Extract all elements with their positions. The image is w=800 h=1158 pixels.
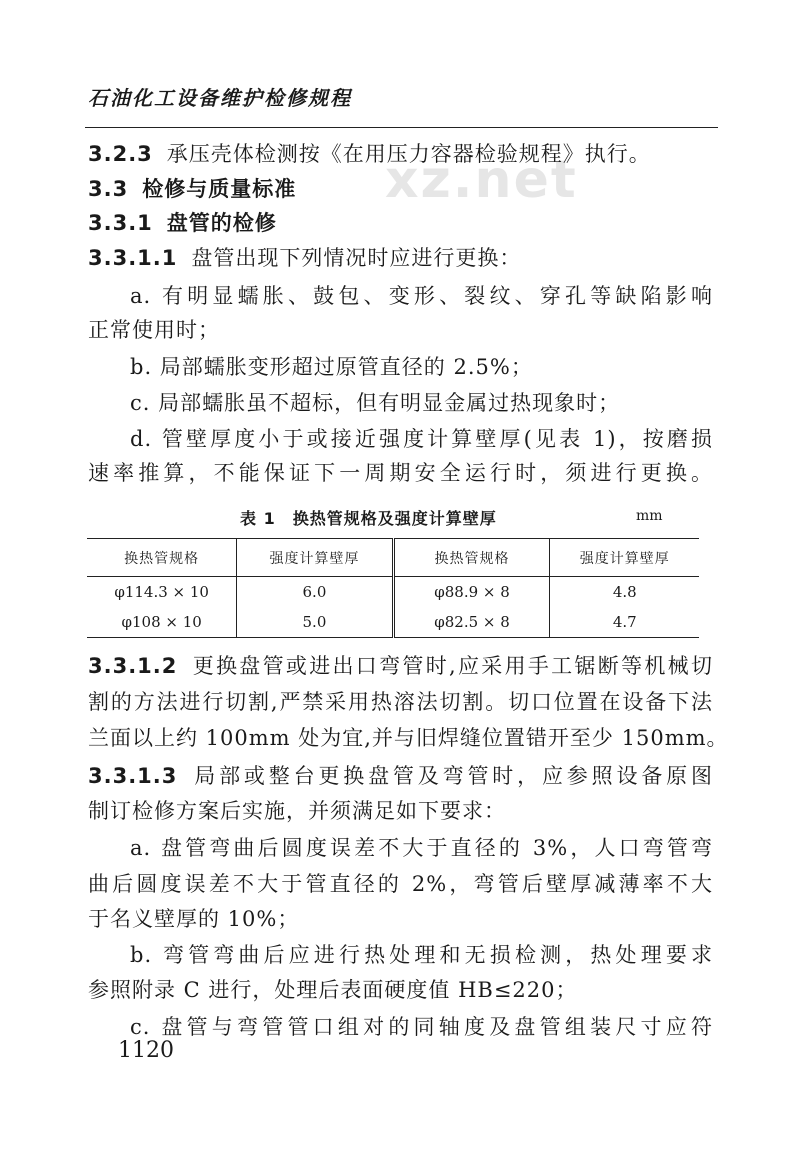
requirement-c-line1: c. 盘管与弯管管口组对的同轴度及盘管组装尺寸应符 xyxy=(130,1015,713,1039)
column-header: 换热管规格 xyxy=(87,539,237,577)
table-cell: 4.7 xyxy=(612,613,637,631)
section-3-3-1-2-line2: 割的方法进行切割,严禁采用热溶法切割。切口位置在设备下法 xyxy=(88,690,713,714)
list-item-a-line1: a. 有明显蠕胀、鼓包、变形、裂纹、穿孔等缺陷影响 xyxy=(130,284,713,308)
section-text: 承压壳体检测按《在用压力容器检验规程》执行。 xyxy=(166,142,651,166)
section-text: 局部或整台更换盘管及弯管时，应参照设备原图 xyxy=(191,764,713,788)
table-header-row xyxy=(87,539,699,577)
page-number: 1120 xyxy=(118,1038,174,1063)
section-number: 3.3 xyxy=(88,177,129,201)
section-heading: 盘管的检修 xyxy=(166,210,277,235)
section-number: 3.3.1.2 xyxy=(88,654,178,678)
section-3-3-1-2-line3: 兰面以上约 100mm 处为宜,并与旧焊缝位置错开至少 150mm。 xyxy=(88,726,729,750)
section-heading: 检修与质量标准 xyxy=(142,176,297,201)
table-cell: φ108 × 10 xyxy=(87,607,237,638)
requirement-b-line2: 参照附录 C 进行，处理后表面硬度值 HB≤220； xyxy=(88,978,578,1002)
table-cell: 4.8 xyxy=(612,583,637,601)
section-3-3-1-3-line1 xyxy=(88,758,713,794)
table-row xyxy=(87,607,699,638)
section-number: 3.2.3 xyxy=(88,142,153,166)
column-header: 强度计算壁厚 xyxy=(237,539,393,577)
list-item-b: b. 局部蠕胀变形超过原管直径的 2.5%； xyxy=(130,355,533,379)
table-cell: 6.0 xyxy=(237,577,393,608)
header-rule xyxy=(85,127,718,128)
section-3-3-1-2-line1 xyxy=(88,648,713,684)
table-unit: mm xyxy=(636,508,663,524)
section-3-3-1-3-line2: 制订检修方案后实施，并须满足如下要求： xyxy=(88,799,506,823)
table-row xyxy=(87,577,699,608)
section-3-3-1-1 xyxy=(88,240,713,276)
section-number: 3.3.1.3 xyxy=(88,764,178,788)
section-3-3-1 xyxy=(88,205,713,241)
table-title: 表 1 换热管规格及强度计算壁厚 xyxy=(240,509,497,528)
watermark: xz.net xyxy=(385,150,578,210)
list-item-d-line2: 速率推算，不能保证下一周期安全运行时，须进行更换。 xyxy=(88,461,713,485)
list-item-d-line1: d. 管壁厚度小于或接近强度计算壁厚(见表 1)，按磨损 xyxy=(130,427,713,451)
table-cell: 5.0 xyxy=(237,607,393,638)
section-text: 盘管出现下列情况时应进行更换： xyxy=(191,246,522,270)
table-cell: φ88.9 × 8 xyxy=(393,577,550,608)
list-item-a-line2: 正常使用时； xyxy=(88,318,220,342)
column-header: 强度计算壁厚 xyxy=(550,539,699,577)
table-cell: φ82.5 × 8 xyxy=(393,607,550,638)
column-header: 换热管规格 xyxy=(393,539,550,577)
requirement-a-line3: 于名义壁厚的 10%； xyxy=(88,907,300,931)
requirement-a-line1: a. 盘管弯曲后圆度误差不大于直径的 3%，人口弯管弯 xyxy=(130,836,713,860)
list-item-c: c. 局部蠕胀虽不超标，但有明显金属过热现象时； xyxy=(130,391,621,415)
section-3-2-3 xyxy=(88,136,713,172)
table-cell: φ114.3 × 10 xyxy=(87,577,237,608)
requirement-a-line2: 曲后圆度误差不大于管直径的 2%，弯管后壁厚减薄率不大 xyxy=(88,872,713,896)
section-3-3 xyxy=(88,171,713,207)
section-text: 更换盘管或进出口弯管时,应采用手工锯断等机械切 xyxy=(191,654,713,678)
running-header: 石油化工设备维护检修规程 xyxy=(88,86,352,110)
requirement-b-line1: b. 弯管弯曲后应进行热处理和无损检测，热处理要求 xyxy=(130,943,713,967)
section-number: 3.3.1 xyxy=(88,211,153,235)
section-number: 3.3.1.1 xyxy=(88,246,178,270)
spec-table xyxy=(87,538,699,638)
